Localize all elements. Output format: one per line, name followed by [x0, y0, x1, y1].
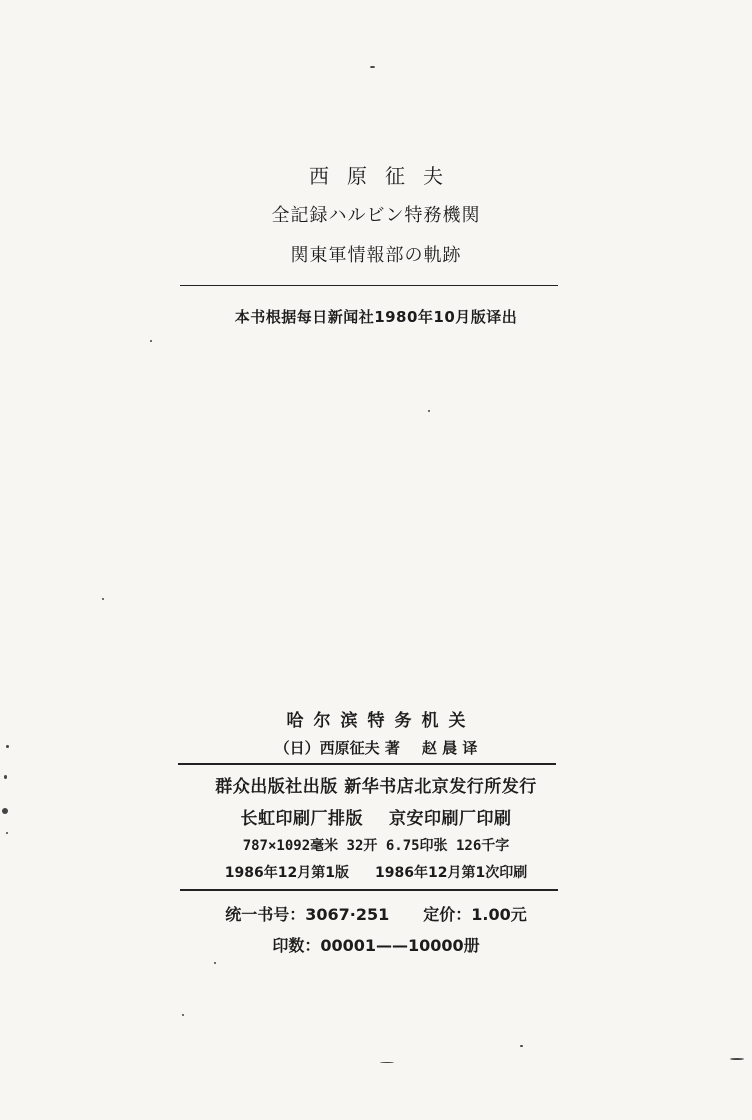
first-edition: 1986年12月第1版: [224, 865, 349, 881]
first-printing: 1986年12月第1次印刷: [375, 865, 528, 881]
price: 定价：1.00元: [423, 905, 527, 924]
scan-speck: [520, 1045, 523, 1047]
scan-speck: [6, 832, 8, 834]
typesetting: 长虹印刷厂排版: [240, 809, 363, 829]
original-author: 西原征夫: [309, 164, 461, 188]
book-number-line: [0, 902, 752, 925]
printing: 京安印刷厂印刷: [389, 809, 512, 829]
scan-speck: [6, 745, 9, 748]
publisher-line: 群众出版社出版 新华书店北京发行所发行: [215, 777, 537, 797]
scan-speck: [730, 1058, 744, 1060]
original-title-line-1: 全記録ハルビン特務機関: [271, 205, 481, 226]
divider-colophon-bottom: [180, 889, 558, 891]
scan-speck: [370, 66, 375, 68]
scan-speck: [150, 340, 152, 342]
divider-top: [180, 285, 558, 286]
format-specs: 787×1092毫米 32开 6.75印张 126千字: [242, 838, 510, 854]
scan-speck: [4, 775, 7, 779]
scan-speck: [102, 598, 104, 600]
scan-speck: [2, 808, 8, 814]
author-credit: （日）西原征夫 著: [274, 739, 400, 757]
divider-colophon-top: [178, 763, 556, 765]
scan-speck: [380, 1062, 394, 1063]
original-title-line-2: 関東軍情報部の軌跡: [290, 245, 462, 266]
credits-line: [0, 737, 752, 758]
book-number: 统一书号：3067·251: [225, 905, 390, 924]
translator-credit: 赵 晨 译: [421, 739, 478, 757]
book-title: 哈尔滨特务机关: [286, 711, 476, 731]
scan-speck: [182, 1014, 184, 1016]
scan-speck: [428, 410, 430, 412]
print-run: 印数：00001——10000册: [272, 936, 480, 955]
edition-line: [0, 862, 752, 882]
scan-speck: [214, 962, 216, 964]
translation-source-note: 本书根据每日新闻社1980年10月版译出: [234, 308, 518, 326]
printing-line: [0, 804, 752, 829]
